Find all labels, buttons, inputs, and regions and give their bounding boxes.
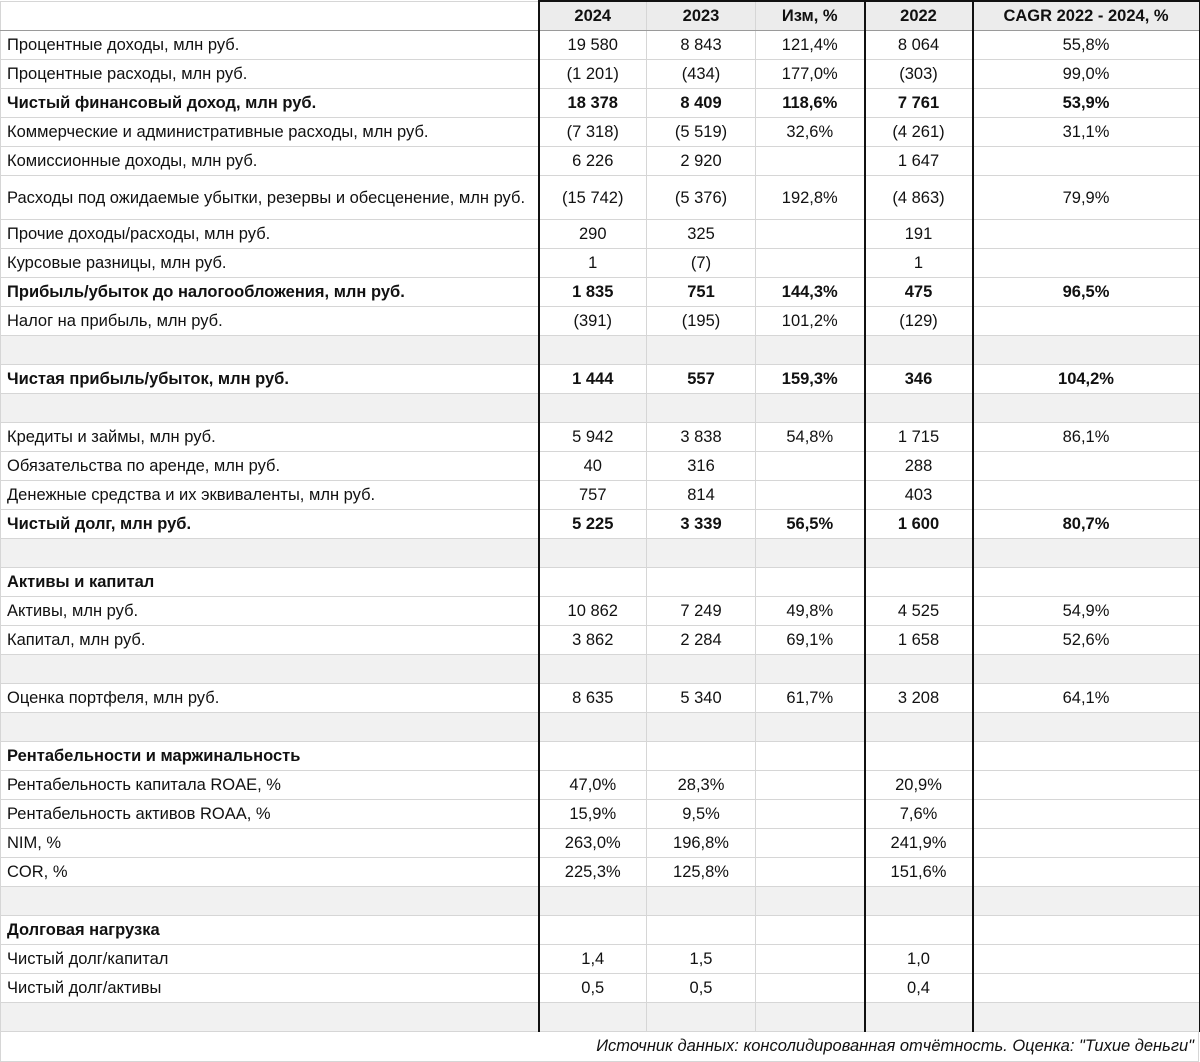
row-label: Оценка портфеля, млн руб. <box>1 684 539 713</box>
table-row <box>1 147 1200 176</box>
row-label: Активы и капитал <box>1 568 539 597</box>
table-row <box>1 974 1200 1003</box>
cell-2023: 3 339 <box>647 510 756 539</box>
cell-2023: 7 249 <box>647 597 756 626</box>
row-label: Процентные расходы, млн руб. <box>1 60 539 89</box>
row-label: NIM, % <box>1 829 539 858</box>
cell-2022 <box>865 742 973 771</box>
section-header-row <box>1 916 1200 945</box>
cell-change: 56,5% <box>756 510 865 539</box>
row-label <box>1 713 539 742</box>
cell-2024: 10 862 <box>539 597 647 626</box>
cell-cagr: 31,1% <box>973 118 1200 147</box>
row-label: Капитал, млн руб. <box>1 626 539 655</box>
cell-cagr: 104,2% <box>973 365 1200 394</box>
row-label: Кредиты и займы, млн руб. <box>1 423 539 452</box>
cell-2024 <box>539 742 647 771</box>
row-label: Чистый финансовый доход, млн руб. <box>1 89 539 118</box>
cell-change: 192,8% <box>756 176 865 220</box>
cell-2024: (15 742) <box>539 176 647 220</box>
cell-2022 <box>865 1003 973 1032</box>
cell-change <box>756 394 865 423</box>
cell-cagr <box>973 568 1200 597</box>
row-label <box>1 655 539 684</box>
cell-change <box>756 945 865 974</box>
cell-2024: 47,0% <box>539 771 647 800</box>
cell-cagr: 53,9% <box>973 89 1200 118</box>
row-label: Расходы под ожидаемые убытки, резервы и обесценение, млн руб. <box>1 176 539 220</box>
cell-2022: (303) <box>865 60 973 89</box>
cell-2023 <box>647 742 756 771</box>
spacer-row <box>1 1003 1200 1032</box>
cell-2022: 8 064 <box>865 31 973 60</box>
row-label <box>1 887 539 916</box>
cell-change <box>756 655 865 684</box>
table-row <box>1 365 1200 394</box>
row-label <box>1 539 539 568</box>
cell-cagr: 96,5% <box>973 278 1200 307</box>
row-label: COR, % <box>1 858 539 887</box>
cell-2024 <box>539 655 647 684</box>
spacer-row <box>1 713 1200 742</box>
section-header-row <box>1 742 1200 771</box>
cell-2023: 125,8% <box>647 858 756 887</box>
table-row <box>1 510 1200 539</box>
cell-2023: (195) <box>647 307 756 336</box>
cell-2022: 1 715 <box>865 423 973 452</box>
row-label: Комиссионные доходы, млн руб. <box>1 147 539 176</box>
table-row <box>1 452 1200 481</box>
cell-2024: 18 378 <box>539 89 647 118</box>
cell-2024: 1 444 <box>539 365 647 394</box>
cell-2023: 9,5% <box>647 800 756 829</box>
cell-2024 <box>539 713 647 742</box>
cell-2022: 151,6% <box>865 858 973 887</box>
cell-change: 69,1% <box>756 626 865 655</box>
cell-2022 <box>865 539 973 568</box>
header-cagr: CAGR 2022 - 2024, % <box>973 1 1200 31</box>
cell-2024 <box>539 568 647 597</box>
row-label: Чистый долг, млн руб. <box>1 510 539 539</box>
cell-2024: 290 <box>539 220 647 249</box>
cell-change <box>756 568 865 597</box>
cell-2024: 757 <box>539 481 647 510</box>
cell-change <box>756 336 865 365</box>
cell-cagr <box>973 539 1200 568</box>
cell-2024: (391) <box>539 307 647 336</box>
cell-change: 121,4% <box>756 31 865 60</box>
cell-2024: 1 <box>539 249 647 278</box>
cell-2024: 8 635 <box>539 684 647 713</box>
cell-2024 <box>539 1003 647 1032</box>
cell-2023: 3 838 <box>647 423 756 452</box>
cell-2023 <box>647 394 756 423</box>
table-row <box>1 597 1200 626</box>
row-label: Рентабельности и маржинальность <box>1 742 539 771</box>
cell-2023 <box>647 916 756 945</box>
cell-2024: 1 835 <box>539 278 647 307</box>
header-row <box>1 1 1200 31</box>
cell-change: 49,8% <box>756 597 865 626</box>
table-row <box>1 118 1200 147</box>
row-label: Денежные средства и их эквиваленты, млн руб. <box>1 481 539 510</box>
cell-2024: 5 942 <box>539 423 647 452</box>
row-label: Прибыль/убыток до налогообложения, млн руб. <box>1 278 539 307</box>
cell-2023 <box>647 713 756 742</box>
cell-cagr <box>973 916 1200 945</box>
cell-2022: 3 208 <box>865 684 973 713</box>
cell-2023: (434) <box>647 60 756 89</box>
table-row <box>1 481 1200 510</box>
cell-cagr: 86,1% <box>973 423 1200 452</box>
cell-2023: 1,5 <box>647 945 756 974</box>
cell-change <box>756 974 865 1003</box>
cell-2022: (4 261) <box>865 118 973 147</box>
cell-cagr: 54,9% <box>973 597 1200 626</box>
cell-2022 <box>865 336 973 365</box>
header-2022: 2022 <box>865 1 973 31</box>
table-row <box>1 220 1200 249</box>
cell-2024 <box>539 394 647 423</box>
cell-cagr: 80,7% <box>973 510 1200 539</box>
cell-cagr <box>973 829 1200 858</box>
cell-cagr <box>973 771 1200 800</box>
cell-cagr <box>973 452 1200 481</box>
cell-change <box>756 220 865 249</box>
cell-2023: 557 <box>647 365 756 394</box>
table-row <box>1 176 1200 220</box>
cell-2024 <box>539 887 647 916</box>
cell-2022: 1,0 <box>865 945 973 974</box>
table-row <box>1 423 1200 452</box>
cell-2022: 0,4 <box>865 974 973 1003</box>
cell-change: 54,8% <box>756 423 865 452</box>
cell-cagr <box>973 147 1200 176</box>
table-row <box>1 858 1200 887</box>
cell-2023: (5 519) <box>647 118 756 147</box>
cell-2023 <box>647 655 756 684</box>
table-body <box>1 31 1200 1032</box>
cell-2023: 2 920 <box>647 147 756 176</box>
cell-cagr <box>973 713 1200 742</box>
cell-2022: 241,9% <box>865 829 973 858</box>
row-label: Долговая нагрузка <box>1 916 539 945</box>
cell-2024 <box>539 916 647 945</box>
cell-change <box>756 916 865 945</box>
cell-cagr <box>973 1003 1200 1032</box>
cell-2023: (7) <box>647 249 756 278</box>
cell-2024: 19 580 <box>539 31 647 60</box>
cell-change: 118,6% <box>756 89 865 118</box>
cell-cagr: 79,9% <box>973 176 1200 220</box>
cell-change: 61,7% <box>756 684 865 713</box>
cell-cagr <box>973 974 1200 1003</box>
cell-2023 <box>647 336 756 365</box>
row-label: Активы, млн руб. <box>1 597 539 626</box>
cell-cagr: 55,8% <box>973 31 1200 60</box>
cell-change <box>756 249 865 278</box>
cell-cagr <box>973 887 1200 916</box>
spacer-row <box>1 655 1200 684</box>
cell-2024: 263,0% <box>539 829 647 858</box>
table-row <box>1 771 1200 800</box>
cell-cagr <box>973 336 1200 365</box>
cell-change <box>756 858 865 887</box>
cell-change <box>756 481 865 510</box>
cell-2024 <box>539 336 647 365</box>
cell-2022 <box>865 916 973 945</box>
cell-2024: (1 201) <box>539 60 647 89</box>
header-2024: 2024 <box>539 1 647 31</box>
table-row <box>1 60 1200 89</box>
table-row <box>1 945 1200 974</box>
spacer-row <box>1 336 1200 365</box>
cell-2024: 3 862 <box>539 626 647 655</box>
cell-2023 <box>647 1003 756 1032</box>
cell-change: 159,3% <box>756 365 865 394</box>
cell-2023: 196,8% <box>647 829 756 858</box>
row-label: Обязательства по аренде, млн руб. <box>1 452 539 481</box>
cell-2024: 40 <box>539 452 647 481</box>
table-row <box>1 800 1200 829</box>
table-row <box>1 89 1200 118</box>
cell-cagr <box>973 858 1200 887</box>
cell-2023 <box>647 539 756 568</box>
spacer-row <box>1 539 1200 568</box>
cell-cagr <box>973 307 1200 336</box>
row-label: Процентные доходы, млн руб. <box>1 31 539 60</box>
cell-2022 <box>865 713 973 742</box>
table-row <box>1 829 1200 858</box>
spacer-row <box>1 887 1200 916</box>
cell-2022: 1 647 <box>865 147 973 176</box>
table-row <box>1 684 1200 713</box>
cell-2024 <box>539 539 647 568</box>
cell-2022: (129) <box>865 307 973 336</box>
row-label: Чистый долг/активы <box>1 974 539 1003</box>
cell-2024: (7 318) <box>539 118 647 147</box>
cell-change <box>756 452 865 481</box>
cell-2022: 403 <box>865 481 973 510</box>
cell-2022: 191 <box>865 220 973 249</box>
cell-2024: 6 226 <box>539 147 647 176</box>
header-change: Изм, % <box>756 1 865 31</box>
row-label: Коммерческие и административные расходы, млн руб. <box>1 118 539 147</box>
cell-cagr: 64,1% <box>973 684 1200 713</box>
row-label: Чистая прибыль/убыток, млн руб. <box>1 365 539 394</box>
cell-cagr <box>973 220 1200 249</box>
cell-2024: 5 225 <box>539 510 647 539</box>
cell-2023: 8 843 <box>647 31 756 60</box>
cell-change <box>756 829 865 858</box>
cell-change <box>756 713 865 742</box>
cell-2022 <box>865 394 973 423</box>
cell-2023: 28,3% <box>647 771 756 800</box>
cell-change <box>756 771 865 800</box>
table-row <box>1 249 1200 278</box>
cell-2022: 475 <box>865 278 973 307</box>
cell-cagr: 99,0% <box>973 60 1200 89</box>
cell-2023: 814 <box>647 481 756 510</box>
cell-change <box>756 800 865 829</box>
header-label <box>1 1 539 31</box>
cell-2022: 4 525 <box>865 597 973 626</box>
cell-2023: 8 409 <box>647 89 756 118</box>
spacer-row <box>1 394 1200 423</box>
cell-2022 <box>865 887 973 916</box>
cell-cagr <box>973 481 1200 510</box>
table-row <box>1 307 1200 336</box>
cell-cagr <box>973 655 1200 684</box>
cell-2022: (4 863) <box>865 176 973 220</box>
cell-change <box>756 742 865 771</box>
cell-2022 <box>865 568 973 597</box>
cell-2022: 1 600 <box>865 510 973 539</box>
table-row <box>1 626 1200 655</box>
cell-change: 177,0% <box>756 60 865 89</box>
cell-2023: 316 <box>647 452 756 481</box>
cell-cagr <box>973 945 1200 974</box>
table-row <box>1 278 1200 307</box>
cell-change <box>756 1003 865 1032</box>
cell-2024: 0,5 <box>539 974 647 1003</box>
row-label: Прочие доходы/расходы, млн руб. <box>1 220 539 249</box>
cell-2023: 0,5 <box>647 974 756 1003</box>
cell-2023: 325 <box>647 220 756 249</box>
row-label: Налог на прибыль, млн руб. <box>1 307 539 336</box>
row-label: Рентабельность активов ROAA, % <box>1 800 539 829</box>
cell-change: 144,3% <box>756 278 865 307</box>
table-row <box>1 31 1200 60</box>
cell-2022 <box>865 655 973 684</box>
cell-2022: 1 <box>865 249 973 278</box>
cell-2023 <box>647 887 756 916</box>
cell-2024: 15,9% <box>539 800 647 829</box>
cell-2023: 2 284 <box>647 626 756 655</box>
cell-2022: 1 658 <box>865 626 973 655</box>
cell-cagr <box>973 800 1200 829</box>
row-label <box>1 336 539 365</box>
cell-cagr <box>973 249 1200 278</box>
cell-2023: 5 340 <box>647 684 756 713</box>
row-label: Рентабельность капитала ROAE, % <box>1 771 539 800</box>
row-label: Чистый долг/капитал <box>1 945 539 974</box>
section-header-row <box>1 568 1200 597</box>
cell-change: 32,6% <box>756 118 865 147</box>
cell-change: 101,2% <box>756 307 865 336</box>
cell-change <box>756 887 865 916</box>
cell-cagr: 52,6% <box>973 626 1200 655</box>
cell-2022: 7,6% <box>865 800 973 829</box>
header-2023: 2023 <box>647 1 756 31</box>
cell-2024: 225,3% <box>539 858 647 887</box>
cell-cagr <box>973 394 1200 423</box>
cell-2022: 20,9% <box>865 771 973 800</box>
cell-change <box>756 147 865 176</box>
cell-2022: 7 761 <box>865 89 973 118</box>
cell-2023 <box>647 568 756 597</box>
cell-2022: 346 <box>865 365 973 394</box>
row-label <box>1 1003 539 1032</box>
cell-2023: 751 <box>647 278 756 307</box>
cell-change <box>756 539 865 568</box>
source-note: Источник данных: консолидированная отчётность. Оценка: "Тихие деньги" <box>0 1032 1199 1062</box>
row-label <box>1 394 539 423</box>
cell-2024: 1,4 <box>539 945 647 974</box>
cell-2022: 288 <box>865 452 973 481</box>
row-label: Курсовые разницы, млн руб. <box>1 249 539 278</box>
cell-2023: (5 376) <box>647 176 756 220</box>
cell-cagr <box>973 742 1200 771</box>
